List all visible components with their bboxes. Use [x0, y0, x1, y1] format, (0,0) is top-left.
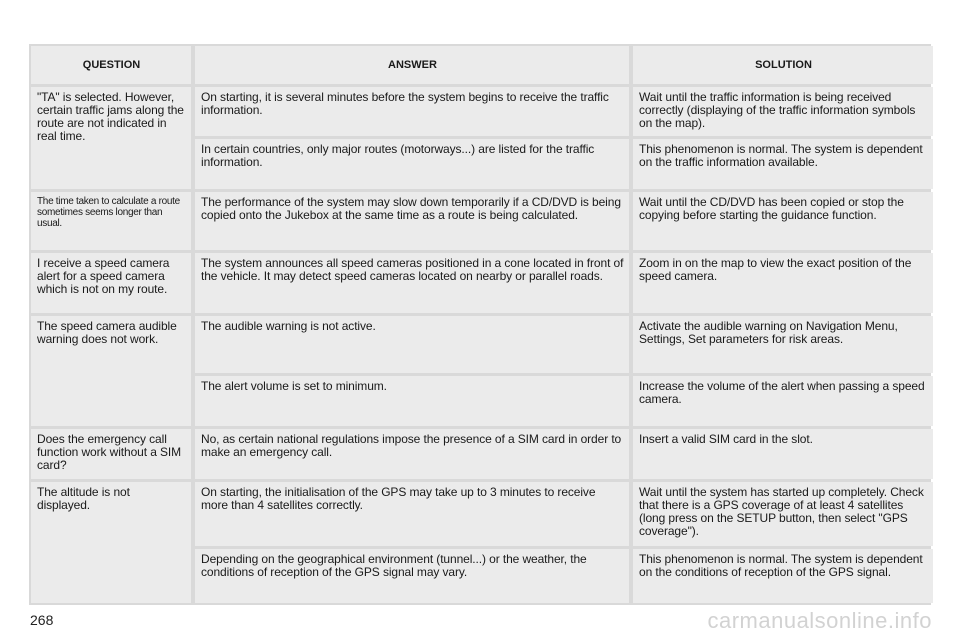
- answer-cell: Depending on the geographical environment (tunnel...) or the weather, the conditions of reception of the GPS signal may vary.: [195, 549, 629, 603]
- solution-cell: This phenomenon is normal. The system is dependent on the traffic information available.: [633, 139, 933, 189]
- solution-cell: Increase the volume of the alert when passing a speed camera.: [633, 376, 933, 426]
- answer-cell: On starting, it is several minutes before the system begins to receive the traffic information.: [195, 87, 629, 136]
- solution-cell: This phenomenon is normal. The system is dependent on the conditions of reception of the GPS signal.: [633, 549, 933, 603]
- answer-cell: The performance of the system may slow down temporarily if a CD/DVD is being copied onto the Jukebox at the same time as a route is being calculated.: [195, 192, 629, 250]
- solution-cell: Insert a valid SIM card in the slot.: [633, 429, 933, 479]
- answer-cell: No, as certain national regulations impose the presence of a SIM card in order to make an emergency call.: [195, 429, 629, 479]
- page-number: 268: [30, 612, 54, 628]
- header-solution: SOLUTION: [633, 46, 933, 84]
- faq-table: [29, 44, 931, 605]
- solution-cell: Activate the audible warning on Navigation Menu, Settings, Set parameters for risk areas.: [633, 316, 933, 373]
- answer-cell: In certain countries, only major routes (motorways...) are listed for the traffic information.: [195, 139, 629, 189]
- solution-cell: Wait until the traffic information is being received correctly (displaying of the traffic information symbols on the map).: [633, 87, 933, 136]
- answer-cell: The system announces all speed cameras positioned in a cone located in front of the vehicle. It may detect speed cameras located on nearby or parallel roads.: [195, 253, 629, 313]
- question-cell: The speed camera audible warning does not work.: [31, 316, 191, 426]
- question-cell: I receive a speed camera alert for a speed camera which is not on my route.: [31, 253, 191, 313]
- answer-cell: The audible warning is not active.: [195, 316, 629, 373]
- answer-cell: On starting, the initialisation of the GPS may take up to 3 minutes to receive more than 4 satellites correctly.: [195, 482, 629, 546]
- answer-cell: The alert volume is set to minimum.: [195, 376, 629, 426]
- question-cell: Does the emergency call function work without a SIM card?: [31, 429, 191, 479]
- question-cell: "TA" is selected. However, certain traffic jams along the route are not indicated in real time.: [31, 87, 191, 189]
- header-question: QUESTION: [31, 46, 191, 84]
- header-answer: ANSWER: [195, 46, 629, 84]
- solution-cell: Zoom in on the map to view the exact position of the speed camera.: [633, 253, 933, 313]
- question-cell: The time taken to calculate a route sometimes seems longer than usual.: [31, 192, 191, 250]
- solution-cell: Wait until the CD/DVD has been copied or stop the copying before starting the guidance function.: [633, 192, 933, 250]
- solution-cell: Wait until the system has started up completely. Check that there is a GPS coverage of at least 4 satellites (long press on the SETUP button, then select "GPS coverage").: [633, 482, 933, 546]
- watermark: carmanualsonline.info: [707, 608, 932, 633]
- question-cell: The altitude is not displayed.: [31, 482, 191, 603]
